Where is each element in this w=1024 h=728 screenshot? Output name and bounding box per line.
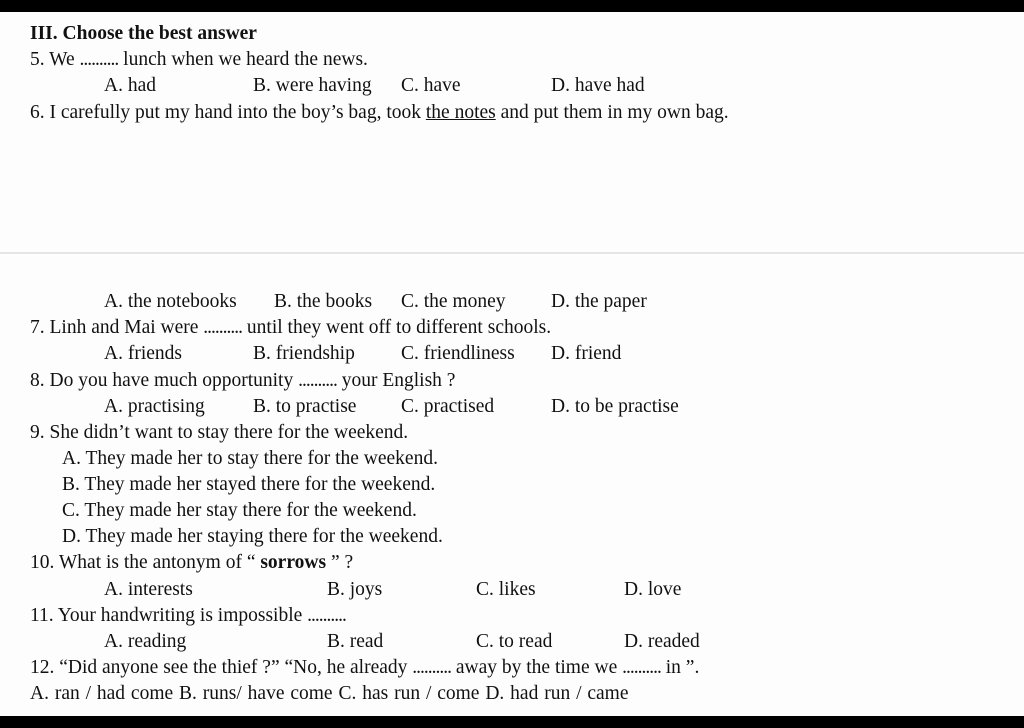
question-10-stem-end: ” ? [326, 552, 354, 573]
question-7-option-d[interactable]: D. friend [551, 343, 622, 364]
question-10-option-b[interactable]: B. joys [327, 579, 383, 600]
question-6-stem: 6. I carefully put my hand into the boy’s bag, took [30, 102, 426, 123]
question-7-option-b[interactable]: B. friendship [253, 343, 355, 364]
question-11-option-a[interactable]: A. reading [104, 631, 187, 652]
question-6-option-c[interactable]: C. the money [401, 291, 506, 312]
question-8-blank: .......... [298, 370, 337, 391]
question-12-stem-3: in ”. [660, 657, 700, 678]
question-11-option-d[interactable]: D. readed [624, 631, 700, 652]
question-8-option-c[interactable]: C. practised [401, 396, 495, 417]
section-title: III. Choose the best answer [30, 23, 257, 44]
question-10 [30, 551, 353, 575]
question-6-option-b[interactable]: B. the books [274, 291, 373, 312]
question-11-option-b[interactable]: B. read [327, 631, 384, 652]
question-5-blank: .......... [79, 49, 119, 70]
question-10-option-a[interactable]: A. interests [104, 579, 193, 600]
question-11-stem: 11. Your handwriting is impossible [30, 605, 308, 626]
worksheet [0, 12, 1024, 716]
question-5-option-d[interactable]: D. have had [551, 75, 645, 96]
question-11 [30, 604, 346, 628]
question-11-blank: .......... [307, 605, 346, 626]
question-5-option-b[interactable]: B. were having [253, 75, 372, 96]
question-6-option-d[interactable]: D. the paper [551, 291, 647, 312]
bottom-border [0, 716, 1024, 728]
question-12 [30, 656, 699, 680]
question-5 [30, 48, 368, 72]
question-8-option-b[interactable]: B. to practise [253, 396, 357, 417]
question-7-option-c[interactable]: C. friendliness [401, 343, 515, 364]
question-5-stem: 5. We [30, 49, 80, 70]
question-10-keyword: sorrows [260, 552, 327, 573]
question-10-option-c[interactable]: C. likes [476, 579, 536, 600]
question-5-option-c[interactable]: C. have [401, 75, 461, 96]
question-12-blank-1: .......... [412, 657, 451, 678]
question-7 [30, 316, 551, 340]
question-12-options[interactable]: A. ran / had come B. runs/ have come C. has run / come D. had run / came [30, 683, 629, 704]
question-7-blank: .......... [203, 317, 243, 338]
question-9-stem: 9. She didn’t want to stay there for the weekend. [30, 422, 409, 443]
question-8 [30, 369, 455, 393]
question-9-option-c[interactable]: C. They made her stay there for the weekend. [62, 500, 417, 521]
question-9-option-b[interactable]: B. They made her stayed there for the weekend. [62, 474, 436, 495]
question-10-option-d[interactable]: D. love [624, 579, 682, 600]
question-9-option-d[interactable]: D. They made her staying there for the weekend. [62, 526, 443, 547]
question-12-stem-1: 12. “Did anyone see the thief ?” “No, he already [30, 657, 413, 678]
question-6 [30, 101, 729, 125]
question-7-stem: 7. Linh and Mai were [30, 317, 204, 338]
question-6-option-a[interactable]: A. the notebooks [104, 291, 237, 312]
question-5-option-a[interactable]: A. had [104, 75, 156, 96]
question-9-option-a[interactable]: A. They made her to stay there for the weekend. [62, 448, 438, 469]
question-6-stem-end: and put them in my own bag. [495, 102, 729, 123]
question-11-option-c[interactable]: C. to read [476, 631, 553, 652]
divider [0, 252, 1024, 254]
question-8-stem-end: your English ? [336, 370, 456, 391]
question-8-option-a[interactable]: A. practising [104, 396, 205, 417]
question-5-stem-end: lunch when we heard the news. [118, 49, 368, 70]
question-8-option-d[interactable]: D. to be practise [551, 396, 679, 417]
question-7-stem-end: until they went off to different schools. [242, 317, 552, 338]
question-6-underlined: the notes [425, 102, 496, 123]
question-7-option-a[interactable]: A. friends [104, 343, 182, 364]
question-12-blank-2: .......... [622, 657, 661, 678]
question-8-stem: 8. Do you have much opportunity [30, 370, 299, 391]
question-10-stem: 10. What is the antonym of “ [30, 552, 261, 573]
question-12-stem-2: away by the time we [451, 657, 623, 678]
